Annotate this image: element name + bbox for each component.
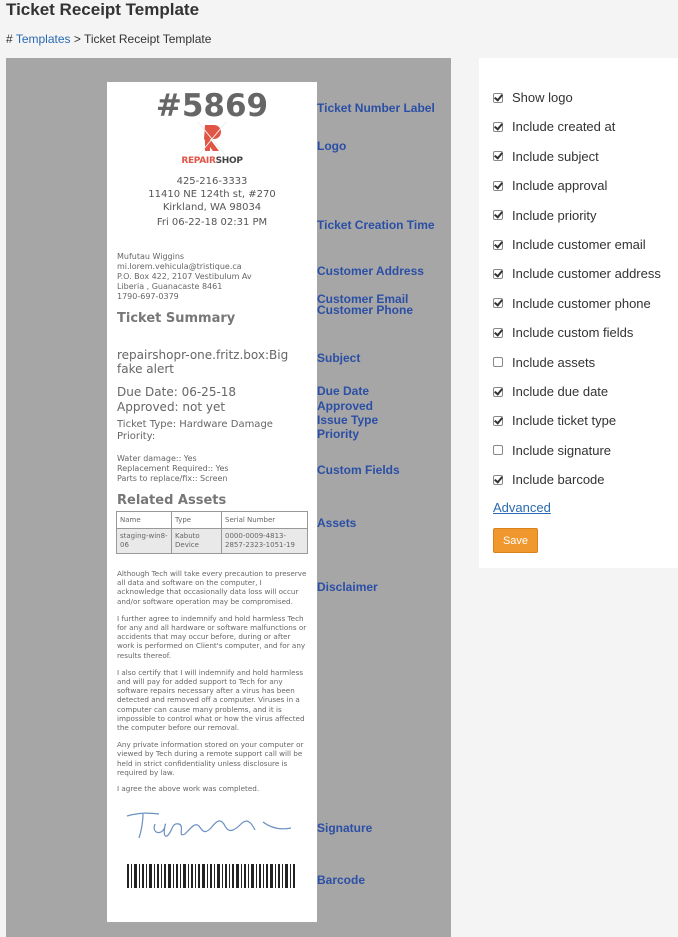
- label-signature: Signature: [317, 821, 373, 835]
- page-title: Ticket Receipt Template: [6, 0, 200, 19]
- company-logo: [107, 122, 317, 166]
- label-logo: Logo: [317, 139, 347, 153]
- column-header: Serial Number: [222, 512, 308, 529]
- receipt-paper: [107, 82, 317, 922]
- label-creation-time: Ticket Creation Time: [317, 218, 435, 232]
- repairshop-logo-icon: [198, 122, 226, 156]
- custom-field: Replacement Required:: Yes: [117, 464, 229, 473]
- custom-field: Parts to replace/fix:: Screen: [117, 474, 228, 483]
- checkbox-icon[interactable]: [493, 181, 503, 191]
- store-address-line1: 11410 NE 124th st, #270: [148, 189, 276, 200]
- checkbox-icon[interactable]: [493, 240, 503, 250]
- label-subject: Subject: [317, 351, 361, 365]
- checkbox-icon[interactable]: [493, 328, 503, 338]
- label-issue-type: Issue Type: [317, 413, 379, 427]
- due-date: Due Date: 06-25-18: [117, 385, 237, 399]
- asset-serial: 0000-0009-4813-2857-2323-1051-19: [222, 529, 308, 554]
- options-panel: [479, 58, 678, 568]
- barcode-image: [127, 864, 297, 888]
- disclaimer-paragraph: I further agree to indemnify and hold harmless Tech for any and all hardware or software malfunctions or accidents that may occur before, during or after work is performed on Client's computer, and for any results thereof.: [117, 613, 307, 660]
- checkbox-icon[interactable]: [493, 357, 503, 367]
- breadcrumb-templates-link[interactable]: Templates: [15, 32, 71, 46]
- breadcrumb-current: Ticket Receipt Template: [84, 32, 212, 46]
- logo-word-repair: REPAIR: [181, 156, 216, 166]
- label-barcode: Barcode: [317, 873, 366, 887]
- logo-word-shop: SHOP: [215, 156, 243, 166]
- checkbox-icon[interactable]: [493, 93, 503, 103]
- option-include-customer-email[interactable]: [493, 237, 646, 252]
- ticket-priority: Priority:: [117, 431, 156, 442]
- ticket-created-time: Fri 06-22-18 02:31 PM: [156, 217, 268, 228]
- label-customer-phone: Customer Phone: [317, 303, 414, 317]
- option-include-custom-fields[interactable]: [493, 325, 633, 340]
- option-label: Include created at: [512, 119, 616, 135]
- table-header-row: [117, 512, 308, 529]
- option-label: Include customer address: [512, 266, 661, 282]
- customer-email: mi.lorem.vehicula@tristique.ca: [117, 262, 242, 271]
- signature-image: [121, 808, 301, 844]
- related-assets-heading: Related Assets: [117, 493, 227, 508]
- store-phone: 425-216-3333: [176, 176, 248, 187]
- option-label: Include customer phone: [512, 295, 651, 311]
- store-address-line2: Kirkland, WA 98034: [162, 202, 262, 213]
- checkbox-icon[interactable]: [493, 298, 503, 308]
- option-label: Include ticket type: [512, 413, 617, 429]
- option-label: Include custom fields: [512, 325, 634, 341]
- ticket-number: #5869: [155, 88, 269, 124]
- asset-name: staging-win8-06: [117, 529, 172, 554]
- option-label: Include barcode: [512, 472, 605, 488]
- option-include-ticket-type[interactable]: [493, 413, 616, 428]
- label-approved: Approved: [317, 399, 374, 413]
- breadcrumb-separator: >: [73, 32, 81, 46]
- customer-address-line2: Liberia , Guanacaste 8461: [117, 282, 223, 291]
- option-label: Include due date: [512, 384, 609, 399]
- save-button[interactable]: Save: [493, 528, 538, 553]
- option-label: Include signature: [512, 442, 612, 458]
- checkbox-icon[interactable]: [493, 122, 503, 132]
- ticket-summary-heading: Ticket Summary: [117, 311, 236, 326]
- option-include-customer-phone[interactable]: [493, 296, 651, 311]
- checkbox-icon[interactable]: [493, 475, 503, 485]
- ticket-type: Ticket Type: Hardware Damage: [117, 419, 273, 430]
- receipt-preview-area: [6, 58, 451, 937]
- label-priority: Priority: [317, 427, 360, 441]
- customer-name: Mufutau Wiggins: [117, 252, 185, 261]
- label-due-date: Due Date: [317, 384, 370, 398]
- option-label: Include priority: [512, 207, 597, 223]
- option-include-created-at[interactable]: [493, 119, 615, 134]
- label-assets: Assets: [317, 516, 357, 530]
- label-ticket-number: Ticket Number Label: [317, 101, 435, 115]
- disclaimer-paragraph: Although Tech will take every precaution to preserve all data and software on the computer, I acknowledge that occasionally data loss will occur and/or software operation may be compromised.: [117, 569, 307, 606]
- disclaimer: [117, 569, 309, 785]
- label-custom-fields: Custom Fields: [317, 463, 400, 477]
- asset-type: Kabuto Device: [172, 529, 222, 554]
- disclaimer-paragraph: Any private information stored on your computer or viewed by Tech during a remote support call will be held in strict confidentiality unless disclosure is required by law.: [117, 740, 304, 777]
- label-customer-address: Customer Address: [317, 264, 424, 278]
- option-label: Include approval: [512, 178, 608, 194]
- label-customer-email: Customer Email: [317, 292, 409, 306]
- option-include-barcode[interactable]: [493, 472, 605, 487]
- logo-wordmark: [107, 156, 317, 166]
- option-include-assets[interactable]: [493, 355, 595, 370]
- option-label: Include customer email: [512, 237, 646, 252]
- option-show-logo[interactable]: [493, 90, 573, 105]
- column-header: Type: [172, 512, 222, 529]
- disclaimer-paragraph: I also certify that I will indemnify and hold harmless and will pay for added support to Tech for any software repairs necessary after a virus has been detected and removed off a computer. Viruses in a computer can cause many problems, and it is impossible to control what or how the virus affected the computer before our removal.: [117, 667, 305, 733]
- option-include-priority[interactable]: [493, 208, 597, 223]
- approval-status: Approved: not yet: [117, 400, 226, 414]
- checkbox-icon[interactable]: [493, 151, 503, 161]
- ticket-subject: repairshopr-one.fritz.box:Big fake alert: [117, 348, 289, 376]
- advanced-link[interactable]: Advanced: [493, 500, 551, 515]
- checkbox-icon[interactable]: [493, 210, 503, 220]
- option-label: Include subject: [512, 148, 599, 164]
- custom-field: Water damage:: Yes: [117, 454, 197, 463]
- column-header: Name: [117, 512, 172, 529]
- option-include-signature[interactable]: [493, 443, 611, 458]
- checkbox-icon[interactable]: [493, 269, 503, 279]
- custom-fields: [117, 454, 309, 484]
- option-label: Include assets: [512, 354, 596, 370]
- option-include-customer-address[interactable]: [493, 266, 661, 281]
- customer-phone: 1790-697-0379: [117, 292, 179, 301]
- breadcrumb-hash: #: [6, 32, 13, 46]
- assets-table: [116, 511, 308, 554]
- checkbox-icon[interactable]: [493, 445, 503, 455]
- agreement-text: I agree the above work was completed.: [117, 784, 260, 793]
- breadcrumb: [6, 32, 211, 46]
- option-include-due-date[interactable]: [493, 384, 608, 399]
- option-label: Show logo: [512, 90, 573, 105]
- checkbox-icon[interactable]: [493, 387, 503, 397]
- checkbox-icon[interactable]: [493, 416, 503, 426]
- label-disclaimer: Disclaimer: [317, 580, 378, 594]
- option-include-subject[interactable]: [493, 149, 599, 164]
- store-contact: [107, 175, 317, 214]
- option-include-approval[interactable]: [493, 178, 607, 193]
- customer-address-line1: P.O. Box 422, 2107 Vestibulum Av: [117, 272, 252, 281]
- customer-info: [117, 252, 309, 302]
- table-row: [117, 529, 308, 554]
